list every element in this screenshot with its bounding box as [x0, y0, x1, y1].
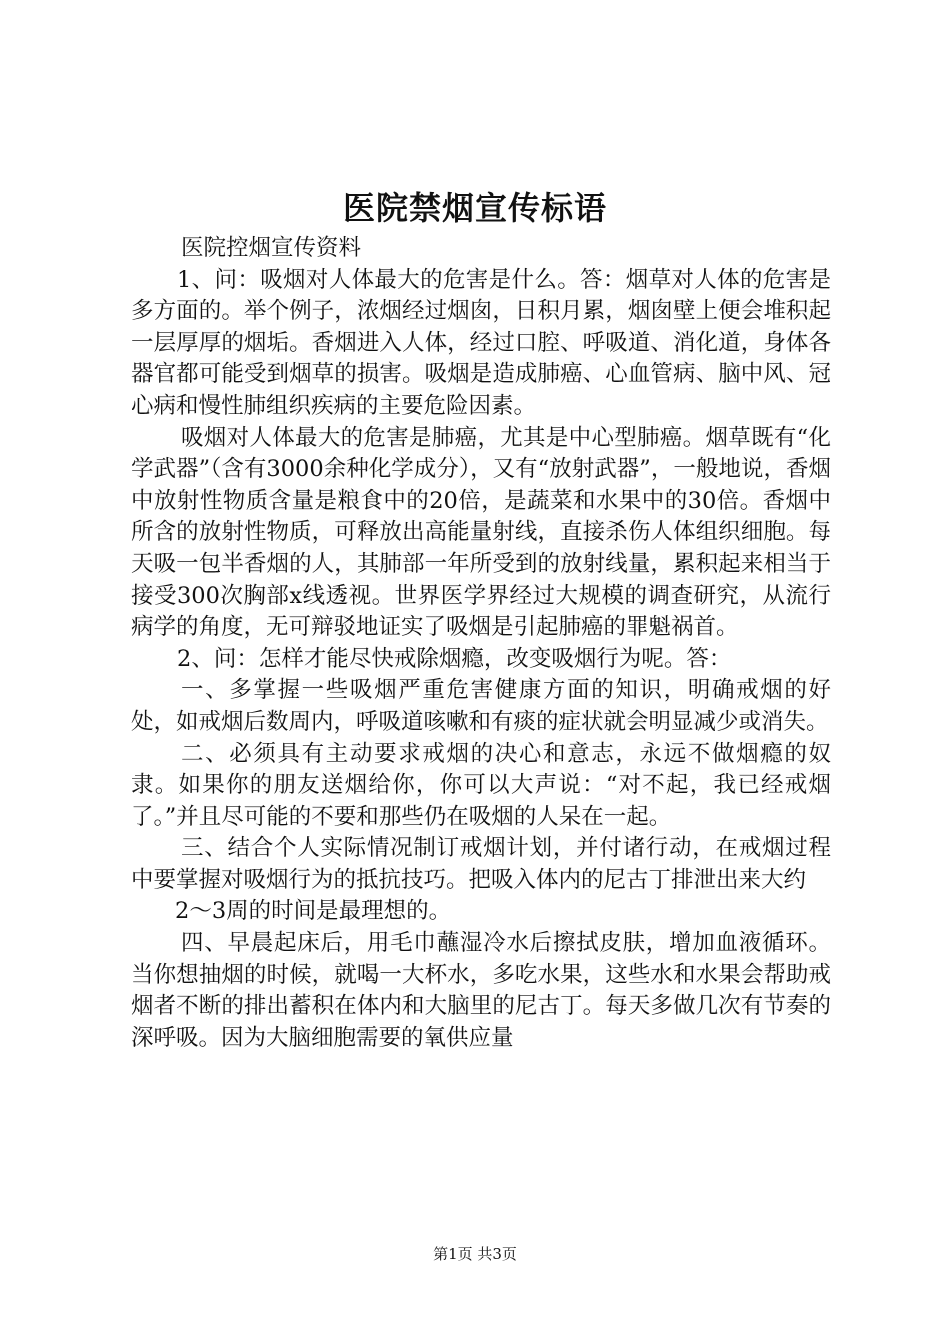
paragraph-question-1: 1、问：吸烟对人体最大的危害是什么。答：烟草对人体的危害是多方面的。举个例子，浓烟经过烟囱，日积月累，烟囱壁上便会堆积起一层厚厚的烟垢。香烟进入人体，经过口腔、呼吸道、消化道，身体各器官都可能受到烟草的损害。吸烟是造成肺癌、心血管病、脑中风、冠心病和慢性肺组织疾病的主要危险因素。 [131, 266, 831, 419]
paragraph-question-2: 2、问：怎样才能尽快戒除烟瘾，改变吸烟行为呢。答： [177, 645, 732, 672]
paragraph-step-3-continued: 2～3周的时间是最理想的。 [175, 898, 452, 925]
paragraph-step-3: 三、结合个人实际情况制订戒烟计划，并付诸行动，在戒烟过程中要掌握对吸烟行为的抵抗技巧。把吸入体内的尼古丁排泄出来大约 [131, 835, 831, 893]
document-body [131, 233, 831, 1054]
document-title: 医院禁烟宣传标语 [342, 189, 607, 227]
paragraph-intro-heading: 医院控烟宣传资料 [181, 235, 362, 261]
paragraph-step-4: 四、早晨起床后，用毛巾蘸湿冷水后擦拭皮肤，增加血液循环。当你想抽烟的时候，就喝一大杯水，多吃水果，这些水和水果会帮助戒烟者不断的排出蓄积在体内和大脑里的尼古丁。每天多做几次有节奏的深呼吸。因为大脑细胞需要的氧供应量 [131, 930, 831, 1051]
page-footer: 第1页 共3页 [433, 1245, 517, 1263]
paragraph-lung-cancer: 吸烟对人体最大的危害是肺癌，尤其是中心型肺癌。烟草既有“化学武器”（含有3000余种化学成分），又有“放射武器”，一般地说，香烟中放射性物质含量是粮食中的20倍，是蔬菜和水果中的30倍。香烟中所含的放射性物质，可释放出高能量射线，直接杀伤人体组织细胞。每天吸一包半香烟的人，其肺部一年所受到的放射线量，累积起来相当于接受300次胸部x线透视。世界医学界经过大规模的调查研究，从流行病学的角度，无可辩驳地证实了吸烟是引起肺癌的罪魁祸首。 [131, 424, 831, 641]
paragraph-step-2: 二、必须具有主动要求戒烟的决心和意志，永远不做烟瘾的奴隶。如果你的朋友送烟给你，你可以大声说：“对不起，我已经戒烟了。”并且尽可能的不要和那些仍在吸烟的人呆在一起。 [131, 740, 831, 830]
paragraph-step-1: 一、多掌握一些吸烟严重危害健康方面的知识，明确戒烟的好处，如戒烟后数周内，呼吸道咳嗽和有痰的症状就会明显减少或消失。 [131, 677, 831, 735]
